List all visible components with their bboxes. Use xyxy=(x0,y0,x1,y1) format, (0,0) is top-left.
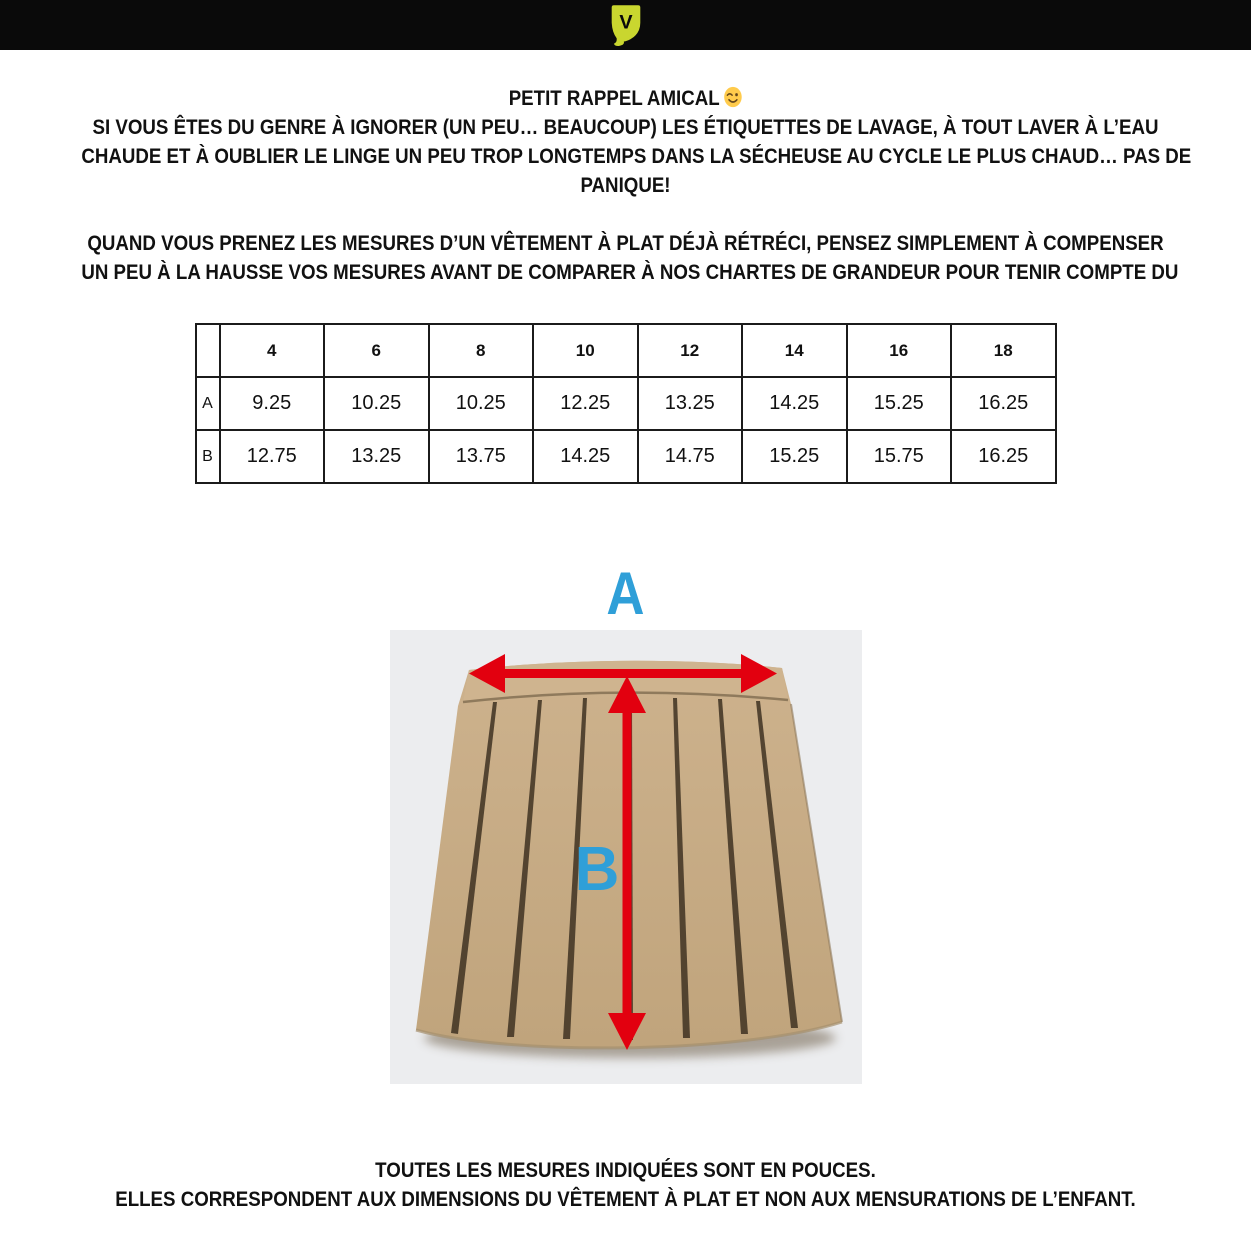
length-measure-label: B xyxy=(574,835,619,904)
brand-shield-logo xyxy=(609,3,643,47)
reminder-title: PETIT RAPPEL AMICAL xyxy=(508,86,720,110)
size-value-cell: 15.25 xyxy=(847,377,952,430)
size-header-row xyxy=(196,324,1056,377)
size-value-cell: 14.75 xyxy=(638,430,743,483)
text-line: QUAND VOUS PRENEZ LES MESURES D’UN VÊTEMENT À PLAT DÉJÀ RÉTRÉCI, PENSEZ SIMPLEMENT À COMPENSER xyxy=(87,231,1164,255)
size-value-cell: 15.25 xyxy=(742,430,847,483)
size-value-cell: 12.25 xyxy=(533,377,638,430)
size-value-cell: 13.25 xyxy=(638,377,743,430)
corner-cell xyxy=(196,324,220,377)
advice-paragraph xyxy=(81,229,1179,287)
size-column-header: 6 xyxy=(324,324,429,377)
text-line: UN PEU À LA HAUSSE VOS MESURES AVANT DE COMPARER À NOS CHARTES DE GRANDEUR POUR TENIR COMPTE DU xyxy=(81,260,1179,284)
text-line: TOUTES LES MESURES INDIQUÉES SONT EN POUCES. xyxy=(375,1158,876,1182)
size-value-cell: 14.25 xyxy=(533,430,638,483)
text-line: ELLES CORRESPONDENT AUX DIMENSIONS DU VÊTEMENT À PLAT ET NON AUX MENSURATIONS DE L’ENFANT. xyxy=(115,1187,1136,1211)
size-column-header: 4 xyxy=(220,324,325,377)
size-value-cell: 13.25 xyxy=(324,430,429,483)
row-label: A xyxy=(196,377,220,430)
table-row-a xyxy=(196,377,1056,430)
size-value-cell: 12.75 xyxy=(220,430,325,483)
skirt-measurement-image xyxy=(390,630,862,1084)
text-line: CHAUDE ET À OUBLIER LE LINGE UN PEU TROP LONGTEMPS DANS LA SÉCHEUSE AU CYCLE LE PLUS CHAUD… PAS DE xyxy=(81,144,1192,168)
size-chart-table xyxy=(195,323,1057,484)
reminder-title-line xyxy=(81,84,1169,113)
size-column-header: 18 xyxy=(951,324,1056,377)
text-line: SI VOUS ÊTES DU GENRE À IGNORER (UN PEU… BEAUCOUP) LES ÉTIQUETTES DE LAVAGE, À TOUT LAVER À L’EAU xyxy=(92,115,1159,139)
winking-face-icon xyxy=(723,86,742,108)
size-column-header: 12 xyxy=(638,324,743,377)
size-column-header: 14 xyxy=(742,324,847,377)
size-value-cell: 10.25 xyxy=(429,377,534,430)
size-value-cell: 16.25 xyxy=(951,430,1056,483)
size-value-cell: 9.25 xyxy=(220,377,325,430)
size-value-cell: 16.25 xyxy=(951,377,1056,430)
logo-letter: V xyxy=(618,11,633,34)
row-label: B xyxy=(196,430,220,483)
footer-note xyxy=(81,1156,1169,1214)
size-value-cell: 10.25 xyxy=(324,377,429,430)
size-value-cell: 13.75 xyxy=(429,430,534,483)
size-column-header: 16 xyxy=(847,324,952,377)
width-measure-label: A xyxy=(606,560,645,627)
size-column-header: 8 xyxy=(429,324,534,377)
size-value-cell: 15.75 xyxy=(847,430,952,483)
text-line: PANIQUE! xyxy=(580,173,671,197)
size-column-header: 10 xyxy=(533,324,638,377)
size-value-cell: 14.25 xyxy=(742,377,847,430)
table-row-b xyxy=(196,430,1056,483)
header-bar xyxy=(0,0,1251,50)
reminder-paragraph xyxy=(81,84,1192,200)
